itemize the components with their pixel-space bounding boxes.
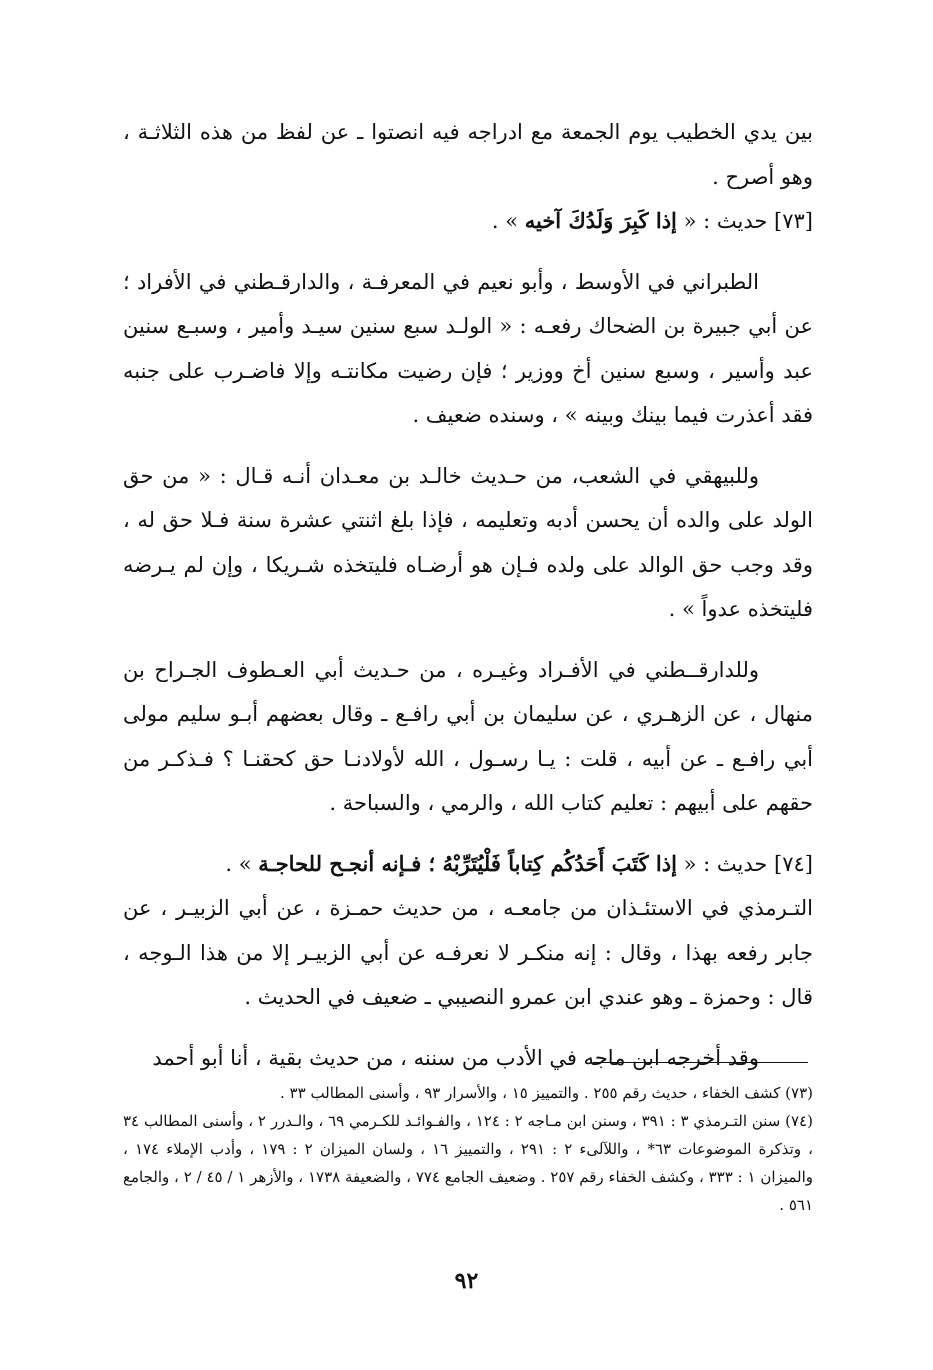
hadith-73-heading xyxy=(123,199,813,244)
hadith-73-end: » . xyxy=(491,209,519,233)
footnote-separator xyxy=(593,1062,808,1063)
paragraph-3: وللبيهقي في الشعب، من حـديث خالـد بن معـدان أنـه قـال : « من حق الولد على والده أن يحسن أدبه وتعليمه ، فإذا بلغ اثنتي عشرة سنة فـلا حق له ، وقد وجب حق الوالد على ولده فـإن هو أرضـاه فليتخذه شـريكا ، وإن لم يـرضه فليتخذه عدواً » . xyxy=(123,463,813,621)
footnotes xyxy=(123,1079,813,1219)
footnote-73: (٧٣) كشف الخفاء ، حديث رقم ٢٥٥ . والتمييز ١٥ ، والأسرار ٩٣ ، وأسنى المطالب ٣٣ . xyxy=(280,1084,813,1102)
hadith-74-heading xyxy=(123,842,813,887)
paragraph-5: التـرمذي في الاستئـذان من جامعـه ، من حديث حمـزة ، عن أبي الزبيـر ، عن جابر رفعه بهذا ، وقال : إنه منكـر لا نعرفـه عن أبي الزبيـر إلا من هذا الـوجه ، قال : وحمزة ـ وهو عندي ابن عمرو النصيبي ـ ضعيف في الحديث . xyxy=(123,896,813,1009)
main-text xyxy=(123,110,813,1080)
hadith-74-text: إذا كَتَبَ أَحَدُكُم كِتاباً فَلْيُتَرِّبْهُ ؛ فـإنه أنجـح للحاجـة xyxy=(258,850,677,876)
hadith-74-number: [٧٤] xyxy=(774,851,813,876)
hadith-73-number: [٧٣] xyxy=(774,209,813,233)
paragraph-4: وللدارقــطني في الأفـراد وغيـره ، من حـديث أبي العـطوف الجـراح بن منهال ، عن الزهـري ، عن سليمان بن أبي رافـع ـ وقال بعضهم أبـو سليم مولى أبي رافـع ـ عن أبيه ، قلت : يـا رسـول ، الله لأولادنـا حق كحقنـا ؟ فـذكـر من حقهم على أبيهم : تعليم كتاب الله ، والرمي ، والسباحة . xyxy=(123,657,813,815)
paragraph-2: الطبراني في الأوسط ، وأبو نعيم في المعرفـة ، والدارقـطني في الأفراد ؛ عن أبي جبيرة بن الضحاك رفعـه : « الولـد سبع سنين سيـد وأمير ، وسبـع سنين عبد وأسير ، وسبع سنين أخ ووزير ؛ فإن رضيت مكانتـه وإلا فاضـرب على جنبه فقد أعذرت فيما بينك وبينه » ، وسنده ضعيف . xyxy=(123,269,813,427)
paragraph-6: وقد أخرجه ابن ماجه في الأدب من سننه ، من حديث بقية ، أنا أبو أحمد xyxy=(152,1045,759,1070)
hadith-73-label: حديث : « xyxy=(683,209,768,233)
page-number: ٩٢ xyxy=(454,1268,479,1294)
hadith-74-label: حديث : « xyxy=(683,851,768,876)
hadith-74-end: » . xyxy=(225,851,252,876)
footnote-74: (٧٤) سنن التـرمذي ٣ : ٣٩١ ، وسنن ابن مـاجه ٢ : ١٢٤ ، والفـوائـد للكـرمي ٦٩ ، والـدرر ٢ ، وأسنى المطالب ٣٤ ، وتذكرة الموضوعات ٦٣* ، واللآلىء ٢ : ٢٩١ ، والتمييز ١٦ ، ولسان الميزان ٢ : ١٧٩ ، وأدب الإملاء ١٧٤ ، والميزان ١ : ٣٣٣ ، وكشف الخفاء رقم ٢٥٧ . وضعيف الجامع ٧٧٤ ، والضعيفة ١٧٣٨ ، والأزهر ١ / ٤٥ / ٢ ، والجامع ٥٦١ . xyxy=(123,1112,814,1214)
hadith-73-text: إذا كَبِرَ وَلَدُكَ آخيه xyxy=(524,208,677,233)
paragraph-1: بين يدي الخطيب يوم الجمعة مع ادراجه فيه انصتوا ـ عن لفظ من هذه الثلاثـة ، وهو أصرح . xyxy=(123,120,813,189)
